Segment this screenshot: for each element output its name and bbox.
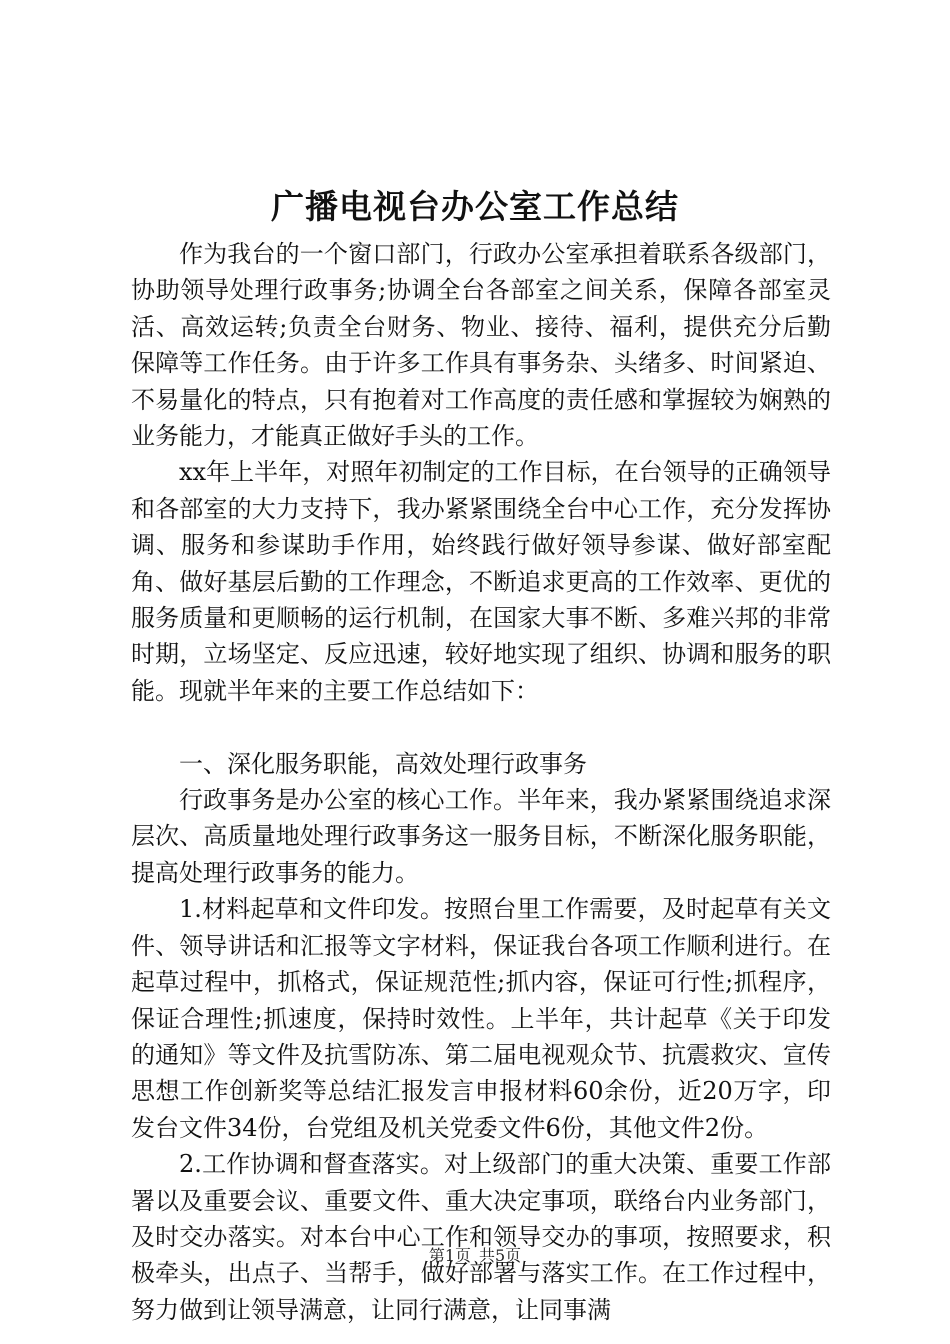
document-body: [131, 236, 831, 1328]
paragraph-section-1-intro: 行政事务是办公室的核心工作。半年来，我办紧紧围绕追求深层次、高质量地处理行政事务这一服务目标，不断深化服务职能，提高处理行政事务的能力。: [131, 786, 831, 887]
page-footer: [0, 1244, 950, 1268]
document-title: 广播电视台办公室工作总结: [271, 187, 679, 226]
page-number: 第1页: [428, 1246, 471, 1265]
paragraph-intro: 作为我台的一个窗口部门，行政办公室承担着联系各级部门，协助领导处理行政事务;协调全台各部室之间关系，保障各部室灵活、高效运转;负责全台财务、物业、接待、福利，提供充分后勤保障等工作任务。由于许多工作具有事务杂、头绪多、时间紧迫、不易量化的特点，只有抱着对工作高度的责任感和掌握较为娴熟的业务能力，才能真正做好手头的工作。: [131, 240, 831, 451]
blank-line: [131, 709, 831, 745]
paragraph-overview: xx年上半年，对照年初制定的工作目标，在台领导的正确领导和各部室的大力支持下，我办紧紧围绕全台中心工作，充分发挥协调、服务和参谋助手作用，始终践行做好领导参谋、做好部室配角、做好基层后勤的工作理念，不断追求更高的工作效率、更优的服务质量和更顺畅的运行机制，在国家大事不断、多难兴邦的非常时期，立场坚定、反应迅速，较好地实现了组织、协调和服务的职能。现就半年来的主要工作总结如下：: [131, 458, 831, 705]
paragraph-item-2: 2.工作协调和督查落实。对上级部门的重大决策、重要工作部署以及重要会议、重要文件、重大决定事项，联络台内业务部门，及时交办落实。对本台中心工作和领导交办的事项，按照要求，积极牵头，出点子、当帮手，做好部署与落实工作。在工作过程中，努力做到让领导满意，让同行满意，让同事满: [131, 1150, 831, 1324]
paragraph-item-1: 1.材料起草和文件印发。按照台里工作需要，及时起草有关文件、领导讲话和汇报等文字材料，保证我台各项工作顺利进行。在起草过程中，抓格式，保证规范性;抓内容，保证可行性;抓程序，保证合理性;抓速度，保持时效性。上半年，共计起草《关于印发的通知》等文件及抗雪防冻、第二届电视观众节、抗震救灾、宣传思想工作创新奖等总结汇报发言申报材料60余份，近20万字，印发台文件34份，台党组及机关党委文件6份，其他文件2份。: [131, 895, 831, 1142]
section-heading-1: 一、深化服务职能，高效处理行政事务: [179, 749, 587, 778]
page-total: 共5页: [479, 1246, 522, 1265]
